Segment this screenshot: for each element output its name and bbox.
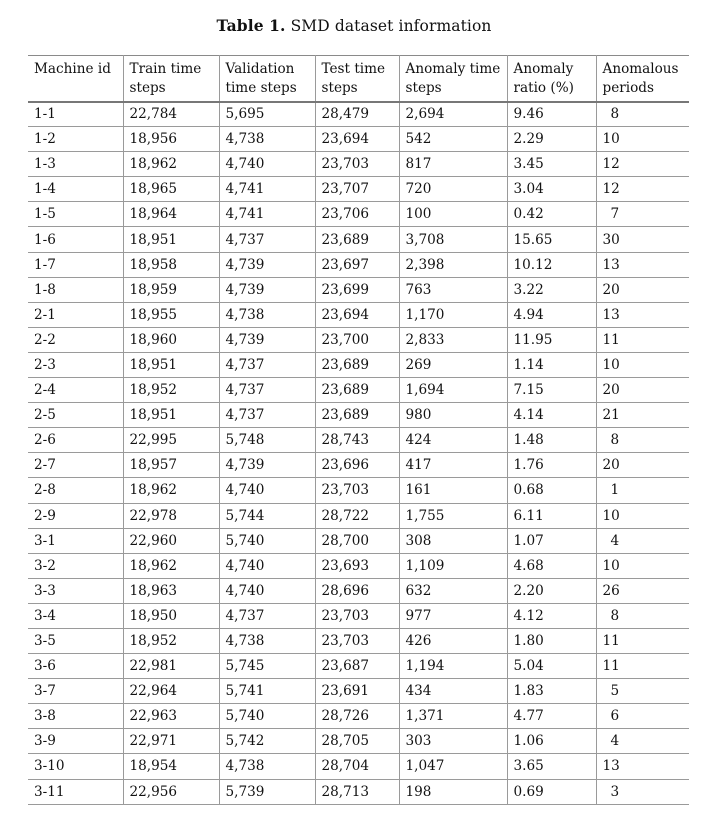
train-time-steps-cell: 22,981 — [123, 654, 219, 679]
anomaly-time-steps-cell: 269 — [399, 352, 507, 377]
table-row — [28, 553, 689, 578]
machine-id-cell: 3-10 — [34, 758, 65, 775]
anomaly-time-steps-cell: 2,833 — [399, 327, 507, 352]
anomaly-time-steps-cell: 977 — [399, 603, 507, 628]
header-test-time-steps: Test time steps — [315, 56, 399, 102]
machine-id-cell: 2-4 — [34, 382, 56, 399]
test-time-steps-cell: 28,722 — [315, 503, 399, 528]
train-time-steps-cell: 22,978 — [123, 503, 219, 528]
table-row — [28, 227, 689, 252]
anomaly-time-steps-cell: 1,047 — [399, 754, 507, 779]
machine-id-cell: 1-2 — [34, 131, 56, 148]
train-time-steps-cell: 18,965 — [123, 177, 219, 202]
test-time-steps-cell: 23,689 — [315, 378, 399, 403]
validation-time-steps-cell: 5,740 — [219, 528, 315, 553]
train-time-steps-cell: 18,951 — [123, 352, 219, 377]
validation-time-steps-cell: 4,737 — [219, 352, 315, 377]
validation-time-steps-cell: 5,744 — [219, 503, 315, 528]
anomaly-ratio-cell: 4.12 — [507, 603, 596, 628]
anomaly-ratio-cell: 2.20 — [507, 578, 596, 603]
validation-time-steps-cell: 4,740 — [219, 578, 315, 603]
train-time-steps-cell: 18,951 — [123, 227, 219, 252]
test-time-steps-cell: 23,689 — [315, 403, 399, 428]
anomaly-ratio-cell: 5.04 — [507, 654, 596, 679]
anomaly-time-steps-cell: 3,708 — [399, 227, 507, 252]
table-body — [28, 102, 689, 805]
machine-id-cell: 3-9 — [34, 733, 56, 750]
validation-time-steps-cell: 5,741 — [219, 679, 315, 704]
anomaly-ratio-cell: 11.95 — [507, 327, 596, 352]
table-row — [28, 603, 689, 628]
anomalous-periods-cell: 26 — [596, 578, 689, 603]
anomaly-ratio-cell: 1.14 — [507, 352, 596, 377]
test-time-steps-cell: 28,479 — [315, 102, 399, 127]
train-time-steps-cell: 18,957 — [123, 453, 219, 478]
validation-time-steps-cell: 5,695 — [219, 102, 315, 127]
table-row — [28, 478, 689, 503]
caption-title: SMD dataset information — [290, 17, 492, 35]
anomalous-periods-cell: 8 — [596, 102, 689, 127]
anomaly-time-steps-cell: 542 — [399, 127, 507, 152]
header-train-time-steps: Train time steps — [123, 56, 219, 102]
anomaly-ratio-cell: 3.45 — [507, 152, 596, 177]
table-row — [28, 378, 689, 403]
anomalous-periods-cell: 13 — [596, 754, 689, 779]
test-time-steps-cell: 23,703 — [315, 478, 399, 503]
anomaly-ratio-cell: 1.80 — [507, 628, 596, 653]
test-time-steps-cell: 28,700 — [315, 528, 399, 553]
table-caption — [0, 16, 708, 35]
validation-time-steps-cell: 4,739 — [219, 327, 315, 352]
validation-time-steps-cell: 4,737 — [219, 378, 315, 403]
anomalous-periods-cell: 12 — [596, 152, 689, 177]
anomalous-periods-cell: 3 — [596, 779, 689, 804]
validation-time-steps-cell: 4,739 — [219, 252, 315, 277]
anomaly-ratio-cell: 1.76 — [507, 453, 596, 478]
machine-id-cell: 1-5 — [34, 206, 56, 223]
anomalous-periods-cell: 20 — [596, 453, 689, 478]
anomalous-periods-cell: 13 — [596, 302, 689, 327]
anomaly-time-steps-cell: 2,398 — [399, 252, 507, 277]
train-time-steps-cell: 22,964 — [123, 679, 219, 704]
machine-id-cell: 3-2 — [34, 557, 56, 574]
anomaly-time-steps-cell: 817 — [399, 152, 507, 177]
anomalous-periods-cell: 11 — [596, 654, 689, 679]
machine-id-cell: 2-8 — [34, 482, 56, 499]
anomaly-time-steps-cell: 720 — [399, 177, 507, 202]
machine-id-cell: 2-5 — [34, 407, 56, 424]
train-time-steps-cell: 22,963 — [123, 704, 219, 729]
machine-id-cell: 1-1 — [34, 106, 56, 123]
smd-dataset-table — [28, 55, 689, 805]
validation-time-steps-cell: 4,741 — [219, 202, 315, 227]
anomalous-periods-cell: 10 — [596, 503, 689, 528]
test-time-steps-cell: 23,706 — [315, 202, 399, 227]
header-anomalous-periods: Anomalous periods — [596, 56, 689, 102]
test-time-steps-cell: 23,696 — [315, 453, 399, 478]
table-row — [28, 729, 689, 754]
machine-id-cell: 2-9 — [34, 507, 56, 524]
train-time-steps-cell: 18,964 — [123, 202, 219, 227]
anomalous-periods-cell: 12 — [596, 177, 689, 202]
table-row — [28, 453, 689, 478]
anomaly-ratio-cell: 0.69 — [507, 779, 596, 804]
anomaly-ratio-cell: 1.06 — [507, 729, 596, 754]
header-anomaly-ratio: Anomaly ratio (%) — [507, 56, 596, 102]
train-time-steps-cell: 18,958 — [123, 252, 219, 277]
test-time-steps-cell: 23,689 — [315, 352, 399, 377]
validation-time-steps-cell: 4,741 — [219, 177, 315, 202]
test-time-steps-cell: 28,696 — [315, 578, 399, 603]
test-time-steps-cell: 23,687 — [315, 654, 399, 679]
table-row — [28, 102, 689, 127]
validation-time-steps-cell: 5,742 — [219, 729, 315, 754]
table-row — [28, 202, 689, 227]
train-time-steps-cell: 18,962 — [123, 152, 219, 177]
table-row — [28, 704, 689, 729]
anomaly-ratio-cell: 3.04 — [507, 177, 596, 202]
anomaly-time-steps-cell: 1,694 — [399, 378, 507, 403]
table-row — [28, 679, 689, 704]
anomalous-periods-cell: 11 — [596, 327, 689, 352]
anomalous-periods-cell: 10 — [596, 553, 689, 578]
table-row — [28, 327, 689, 352]
table-row — [28, 152, 689, 177]
anomaly-ratio-cell: 7.15 — [507, 378, 596, 403]
train-time-steps-cell: 18,956 — [123, 127, 219, 152]
anomaly-ratio-cell: 4.68 — [507, 553, 596, 578]
table-row — [28, 578, 689, 603]
train-time-steps-cell: 22,784 — [123, 102, 219, 127]
header-validation-time-steps: Validation time steps — [219, 56, 315, 102]
caption-label: Table 1. — [216, 16, 286, 35]
anomalous-periods-cell: 7 — [596, 202, 689, 227]
machine-id-cell: 2-6 — [34, 432, 56, 449]
anomaly-ratio-cell: 4.77 — [507, 704, 596, 729]
train-time-steps-cell: 18,963 — [123, 578, 219, 603]
table-row — [28, 528, 689, 553]
test-time-steps-cell: 28,704 — [315, 754, 399, 779]
validation-time-steps-cell: 4,737 — [219, 603, 315, 628]
table-row — [28, 127, 689, 152]
table-row — [28, 503, 689, 528]
machine-id-cell: 3-4 — [34, 607, 56, 624]
anomaly-time-steps-cell: 161 — [399, 478, 507, 503]
table-row — [28, 779, 689, 804]
test-time-steps-cell: 23,699 — [315, 277, 399, 302]
anomaly-time-steps-cell: 303 — [399, 729, 507, 754]
table-row — [28, 754, 689, 779]
test-time-steps-cell: 23,694 — [315, 127, 399, 152]
train-time-steps-cell: 18,951 — [123, 403, 219, 428]
test-time-steps-cell: 23,693 — [315, 553, 399, 578]
anomalous-periods-cell: 10 — [596, 127, 689, 152]
table-row — [28, 252, 689, 277]
anomaly-time-steps-cell: 1,170 — [399, 302, 507, 327]
test-time-steps-cell: 23,703 — [315, 152, 399, 177]
table-row — [28, 628, 689, 653]
anomaly-time-steps-cell: 2,694 — [399, 102, 507, 127]
anomaly-ratio-cell: 0.42 — [507, 202, 596, 227]
anomaly-time-steps-cell: 308 — [399, 528, 507, 553]
table-row — [28, 654, 689, 679]
anomaly-ratio-cell: 2.29 — [507, 127, 596, 152]
anomalous-periods-cell: 4 — [596, 729, 689, 754]
validation-time-steps-cell: 4,737 — [219, 403, 315, 428]
test-time-steps-cell: 23,703 — [315, 628, 399, 653]
header-anomaly-time-steps: Anomaly time steps — [399, 56, 507, 102]
anomalous-periods-cell: 11 — [596, 628, 689, 653]
anomaly-time-steps-cell: 198 — [399, 779, 507, 804]
machine-id-cell: 2-7 — [34, 457, 56, 474]
machine-id-cell: 3-6 — [34, 658, 56, 675]
validation-time-steps-cell: 5,739 — [219, 779, 315, 804]
anomalous-periods-cell: 13 — [596, 252, 689, 277]
anomalous-periods-cell: 1 — [596, 478, 689, 503]
anomalous-periods-cell: 20 — [596, 378, 689, 403]
validation-time-steps-cell: 5,745 — [219, 654, 315, 679]
anomalous-periods-cell: 6 — [596, 704, 689, 729]
train-time-steps-cell: 18,950 — [123, 603, 219, 628]
anomaly-ratio-cell: 4.14 — [507, 403, 596, 428]
machine-id-cell: 1-7 — [34, 256, 56, 273]
train-time-steps-cell: 18,952 — [123, 628, 219, 653]
anomaly-time-steps-cell: 100 — [399, 202, 507, 227]
test-time-steps-cell: 23,703 — [315, 603, 399, 628]
table-row — [28, 177, 689, 202]
machine-id-cell: 1-6 — [34, 231, 56, 248]
train-time-steps-cell: 18,955 — [123, 302, 219, 327]
train-time-steps-cell: 18,962 — [123, 553, 219, 578]
table-header-row — [28, 56, 689, 102]
anomalous-periods-cell: 4 — [596, 528, 689, 553]
anomalous-periods-cell: 10 — [596, 352, 689, 377]
table-row — [28, 403, 689, 428]
validation-time-steps-cell: 4,739 — [219, 453, 315, 478]
anomaly-ratio-cell: 9.46 — [507, 102, 596, 127]
test-time-steps-cell: 23,707 — [315, 177, 399, 202]
anomaly-time-steps-cell: 1,371 — [399, 704, 507, 729]
machine-id-cell: 3-1 — [34, 532, 56, 549]
train-time-steps-cell: 18,952 — [123, 378, 219, 403]
train-time-steps-cell: 22,960 — [123, 528, 219, 553]
validation-time-steps-cell: 4,738 — [219, 628, 315, 653]
machine-id-cell: 3-8 — [34, 708, 56, 725]
validation-time-steps-cell: 4,739 — [219, 277, 315, 302]
machine-id-cell: 2-2 — [34, 331, 56, 348]
machine-id-cell: 3-3 — [34, 582, 56, 599]
anomalous-periods-cell: 21 — [596, 403, 689, 428]
anomalous-periods-cell: 5 — [596, 679, 689, 704]
anomaly-time-steps-cell: 417 — [399, 453, 507, 478]
train-time-steps-cell: 18,954 — [123, 754, 219, 779]
table-row — [28, 352, 689, 377]
anomaly-time-steps-cell: 1,109 — [399, 553, 507, 578]
train-time-steps-cell: 18,959 — [123, 277, 219, 302]
machine-id-cell: 3-11 — [34, 783, 65, 800]
test-time-steps-cell: 23,694 — [315, 302, 399, 327]
test-time-steps-cell: 23,691 — [315, 679, 399, 704]
validation-time-steps-cell: 4,738 — [219, 302, 315, 327]
machine-id-cell: 3-5 — [34, 633, 56, 650]
anomaly-time-steps-cell: 763 — [399, 277, 507, 302]
train-time-steps-cell: 22,971 — [123, 729, 219, 754]
validation-time-steps-cell: 4,740 — [219, 553, 315, 578]
anomaly-ratio-cell: 15.65 — [507, 227, 596, 252]
anomaly-ratio-cell: 3.22 — [507, 277, 596, 302]
anomaly-ratio-cell: 4.94 — [507, 302, 596, 327]
anomaly-time-steps-cell: 980 — [399, 403, 507, 428]
header-machine-id: Machine id — [34, 61, 111, 77]
machine-id-cell: 1-8 — [34, 281, 56, 298]
test-time-steps-cell: 28,705 — [315, 729, 399, 754]
anomaly-ratio-cell: 1.48 — [507, 428, 596, 453]
anomaly-ratio-cell: 10.12 — [507, 252, 596, 277]
validation-time-steps-cell: 5,748 — [219, 428, 315, 453]
train-time-steps-cell: 22,956 — [123, 779, 219, 804]
test-time-steps-cell: 23,697 — [315, 252, 399, 277]
validation-time-steps-cell: 4,740 — [219, 478, 315, 503]
anomalous-periods-cell: 30 — [596, 227, 689, 252]
machine-id-cell: 1-4 — [34, 181, 56, 198]
test-time-steps-cell: 23,689 — [315, 227, 399, 252]
test-time-steps-cell: 23,700 — [315, 327, 399, 352]
machine-id-cell: 2-1 — [34, 306, 56, 323]
anomaly-time-steps-cell: 426 — [399, 628, 507, 653]
machine-id-cell: 1-3 — [34, 156, 56, 173]
validation-time-steps-cell: 4,738 — [219, 754, 315, 779]
train-time-steps-cell: 18,960 — [123, 327, 219, 352]
validation-time-steps-cell: 4,738 — [219, 127, 315, 152]
table-row — [28, 302, 689, 327]
test-time-steps-cell: 28,726 — [315, 704, 399, 729]
anomalous-periods-cell: 8 — [596, 428, 689, 453]
table-row — [28, 277, 689, 302]
validation-time-steps-cell: 5,740 — [219, 704, 315, 729]
test-time-steps-cell: 28,743 — [315, 428, 399, 453]
anomaly-time-steps-cell: 434 — [399, 679, 507, 704]
anomaly-time-steps-cell: 1,194 — [399, 654, 507, 679]
anomaly-ratio-cell: 0.68 — [507, 478, 596, 503]
train-time-steps-cell: 18,962 — [123, 478, 219, 503]
anomaly-time-steps-cell: 424 — [399, 428, 507, 453]
anomaly-time-steps-cell: 1,755 — [399, 503, 507, 528]
validation-time-steps-cell: 4,740 — [219, 152, 315, 177]
anomaly-ratio-cell: 6.11 — [507, 503, 596, 528]
anomalous-periods-cell: 8 — [596, 603, 689, 628]
anomaly-ratio-cell: 1.83 — [507, 679, 596, 704]
machine-id-cell: 3-7 — [34, 683, 56, 700]
validation-time-steps-cell: 4,737 — [219, 227, 315, 252]
anomaly-ratio-cell: 3.65 — [507, 754, 596, 779]
table-row — [28, 428, 689, 453]
test-time-steps-cell: 28,713 — [315, 779, 399, 804]
train-time-steps-cell: 22,995 — [123, 428, 219, 453]
anomaly-time-steps-cell: 632 — [399, 578, 507, 603]
anomalous-periods-cell: 20 — [596, 277, 689, 302]
anomaly-ratio-cell: 1.07 — [507, 528, 596, 553]
machine-id-cell: 2-3 — [34, 356, 56, 373]
